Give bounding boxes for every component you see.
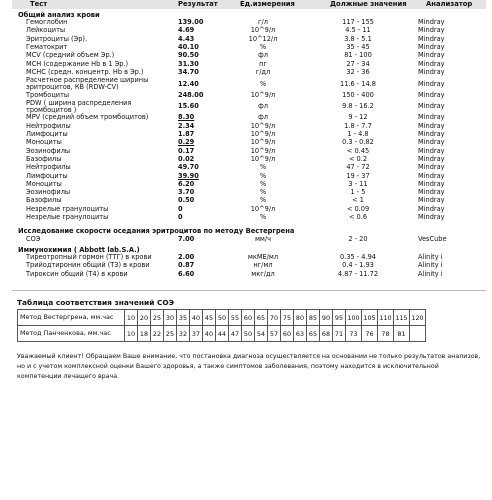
westergren-cell: 115 (394, 310, 410, 326)
unit: 10^9/л (250, 138, 276, 147)
test-name: MCH (содержание Hb в 1 Эр.) (26, 59, 129, 68)
result-value: 1.87 (178, 130, 195, 138)
unit: % (259, 79, 267, 88)
reference-range: 1.8 - 7.7 (344, 121, 372, 130)
analyzer: Mindray (418, 26, 445, 35)
westergren-cell: 100 (346, 310, 362, 326)
header-ref: Должные значения (330, 0, 407, 8)
panchenkov-cell: 18 (138, 326, 151, 342)
reference-range: 117 - 155 (342, 18, 374, 26)
panchenkov-cell: 76 (362, 326, 378, 342)
section-cbc: Общий анализ крови (18, 11, 100, 19)
westergren-cell: 55 (229, 310, 242, 326)
westergren-cell: 45 (203, 310, 216, 326)
panchenkov-cell: 22 (151, 326, 164, 342)
test-name: Гемоглобин (26, 18, 68, 26)
disclaimer-note: Уважаемый клиент! Обращаем Ваше внимание, что постановка диагноза осуществляется на основании не только результатов анализов, но и с учетом комплексной оценки Вашего здоровья, а также симптомов заболевания, поэтому находится в исключительной компетенции лечащего врача. (17, 353, 481, 380)
analyzer: Mindray (418, 179, 445, 188)
panchenkov-cell: 32 (177, 326, 190, 342)
panchenkov-cell: 71 (333, 326, 346, 342)
reference-range: 81 - 100 (344, 51, 372, 60)
analyzer: Mindray (418, 51, 445, 60)
unit: % (259, 196, 267, 205)
panchenkov-row (18, 326, 426, 342)
unit: фл (258, 102, 268, 111)
analyzer: Mindray (418, 121, 445, 130)
result-value: 39.90 (178, 171, 199, 180)
test-name: Базофилы (26, 154, 62, 163)
test-name: Базофилы (26, 196, 62, 205)
reference-range: 0.35 - 4.94 (340, 253, 376, 261)
reference-range: 47 - 72 (346, 163, 370, 172)
test-name: Лимфоциты (26, 171, 68, 180)
header-result: Результат (178, 0, 218, 8)
result-value: 49.70 (178, 163, 199, 172)
panchenkov-cell: 81 (394, 326, 410, 342)
unit: % (259, 179, 267, 188)
divider (12, 290, 486, 291)
panchenkov-cell: 54 (255, 326, 268, 342)
reference-range: 11.6 - 14.8 (340, 79, 376, 88)
unit: % (259, 188, 267, 197)
reference-range: 4.5 - 11 (345, 26, 371, 35)
test-name: Нейтрофилы (26, 121, 71, 130)
westergren-cell: 110 (378, 310, 394, 326)
test-name: Моноциты (26, 138, 62, 147)
reference-range: 1 - 5 (350, 188, 366, 197)
analyzer: Mindray (418, 188, 445, 197)
unit: нг/мл (253, 261, 273, 270)
result-value: 4.69 (178, 26, 195, 35)
test-name: MCV (средний объем Эр.) (26, 51, 115, 60)
panchenkov-cell: 78 (378, 326, 394, 342)
result-value: 34.70 (178, 67, 199, 76)
reference-range: 35 - 45 (346, 42, 370, 51)
westergren-cell: 10 (125, 310, 138, 326)
panchenkov-cell: 73 (346, 326, 362, 342)
reference-range: 19 - 37 (346, 171, 370, 180)
result-value: 2.00 (178, 253, 195, 261)
westergren-cell: 30 (164, 310, 177, 326)
result-value: 40.10 (178, 42, 199, 51)
reference-range: < 0.6 (348, 213, 368, 221)
analyzer: Mindray (418, 59, 445, 68)
reference-range: 3.8 - 5.1 (344, 34, 372, 43)
test-name: Гематокрит (26, 42, 68, 51)
result-value: 90.50 (178, 51, 199, 60)
result-value: 248.00 (178, 90, 204, 99)
westergren-cell: 20 (138, 310, 151, 326)
analyzer: Mindray (418, 34, 445, 43)
unit: мкг/дл (251, 269, 275, 278)
reference-range: 4.87 - 11.72 (337, 269, 379, 278)
panchenkov-cell: 44 (216, 326, 229, 342)
unit: пг (259, 59, 267, 68)
westergren-cell: 65 (255, 310, 268, 326)
test-name: Трийодтиронин общий (Т3) в крови (26, 261, 150, 270)
westergren-cell: 75 (281, 310, 294, 326)
unit: % (259, 163, 267, 172)
test-name-cont: эритроцитов, КВ (RDW-CV) (26, 83, 119, 92)
test-name: PDW ( ширина распределения (26, 98, 132, 107)
test-name: Нейтрофилы (26, 163, 71, 172)
reference-range: 0.4 - 1.93 (342, 261, 374, 270)
reference-range: < 1 (352, 196, 364, 205)
test-name: MCHC (средн. концентр. Hb в Эр.) (26, 67, 144, 76)
analyzer: Alinity i (418, 269, 443, 278)
unit: 10^9/л (250, 130, 276, 138)
reference-range: < 0.45 (346, 146, 370, 155)
westergren-cell: 90 (320, 310, 333, 326)
test-name: Тромбоциты (26, 90, 70, 99)
unit: фл (258, 51, 268, 60)
result-value: 0 (178, 204, 183, 213)
westergren-cell: 40 (190, 310, 203, 326)
unit: % (259, 213, 267, 221)
westergren-cell: 85 (307, 310, 320, 326)
result-value: 0 (178, 213, 183, 221)
unit: мкМЕ/мл (247, 253, 279, 261)
header-analyzer: Анализатор (426, 0, 473, 8)
result-value: 8.30 (178, 113, 195, 122)
panchenkov-cell: 10 (125, 326, 138, 342)
reference-range: 9 - 12 (348, 113, 368, 122)
result-value: 0.17 (178, 146, 195, 155)
panchenkov-cell: 50 (242, 326, 255, 342)
unit: 10^9/л (250, 121, 276, 130)
unit: % (259, 42, 267, 51)
analyzer: Mindray (418, 102, 445, 111)
result-value: 139.00 (178, 18, 204, 26)
panchenkov-label: Метод Панченкова, мм.час (18, 326, 125, 342)
analyzer: Mindray (418, 67, 445, 76)
test-name: Эритроциты (Эр). (26, 34, 88, 43)
westergren-label: Метод Вестергрена, мм.час (18, 310, 125, 326)
panchenkov-cell: 57 (268, 326, 281, 342)
table-header (12, 0, 486, 9)
reference-range: 27 - 34 (346, 59, 370, 68)
result-value: 0.87 (178, 261, 195, 270)
analyzer: Mindray (418, 213, 445, 221)
header-test: Тест (30, 0, 48, 8)
reference-range: 3 - 11 (348, 179, 368, 188)
unit: 10^9/л (250, 204, 276, 213)
westergren-cell: 25 (151, 310, 164, 326)
panchenkov-cell: 60 (281, 326, 294, 342)
test-name: Тиреотропный гормон (ТТГ) в крови (26, 253, 152, 261)
unit: фл (258, 113, 268, 122)
westergren-cell: 80 (294, 310, 307, 326)
analyzer: Mindray (418, 163, 445, 172)
esr-ref: 2 - 20 (348, 235, 368, 243)
reference-range: 1 - 4.8 (347, 130, 369, 138)
unit: 10^9/л (250, 154, 276, 163)
reference-range: 32 - 36 (346, 67, 370, 76)
unit: 10^9/л (250, 146, 276, 155)
panchenkov-cell: 47 (229, 326, 242, 342)
result-value: 15.60 (178, 102, 199, 111)
unit: % (259, 171, 267, 180)
reference-range: 0.3 - 0.82 (342, 138, 374, 147)
unit: 10^9/л (250, 26, 276, 35)
analyzer: Alinity i (418, 261, 443, 270)
unit: г/дл (255, 67, 271, 76)
test-name: Эозинофилы (26, 146, 71, 155)
analyzer: Mindray (418, 42, 445, 51)
unit: 10^12/л (248, 34, 278, 43)
test-name: Тироксин общий (Т4) в крови (26, 269, 128, 278)
analyzer: Mindray (418, 130, 445, 138)
test-name: Незрелые гранулоциты (26, 213, 109, 221)
analyzer: Mindray (418, 90, 445, 99)
panchenkov-cell: 65 (307, 326, 320, 342)
test-name: MPV (средний объем тромбоцитов) (26, 113, 149, 122)
section-esr: Исследование скорости оседания эритроцитов по методу Вестергрена (18, 227, 295, 235)
westergren-cell: 105 (362, 310, 378, 326)
result-value: 6.60 (178, 269, 195, 278)
esr-analyzer: VesCube (418, 235, 447, 243)
westergren-cell: 60 (242, 310, 255, 326)
reference-range: < 0.2 (348, 154, 368, 163)
panchenkov-cell: 68 (320, 326, 333, 342)
westergren-cell: 35 (177, 310, 190, 326)
westergren-cell: 50 (216, 310, 229, 326)
esr-unit: мм/ч (254, 235, 272, 243)
test-name: Незрелые гранулоциты (26, 204, 109, 213)
result-value: 0.02 (178, 154, 195, 163)
reference-range: 9.8 - 16.2 (342, 102, 374, 111)
unit: г/л (258, 18, 268, 26)
esr-name: СОЭ (26, 235, 41, 243)
result-value: 0.50 (178, 196, 195, 205)
esr-table-title: Таблица соответствия значений СОЭ (17, 298, 175, 307)
reference-range: 150 - 400 (342, 90, 374, 99)
panchenkov-cell: 37 (190, 326, 203, 342)
section-immuno: Иммунохимия ( Abbott lab.S.A.) (18, 246, 140, 254)
test-name: Эозинофилы (26, 188, 71, 197)
result-value: 2.34 (178, 121, 195, 130)
panchenkov-cell: 25 (164, 326, 177, 342)
westergren-cell: 95 (333, 310, 346, 326)
esr-conversion-table (17, 309, 426, 342)
unit: 10^9/л (250, 90, 276, 99)
esr-value: 7.00 (178, 235, 195, 243)
reference-range: < 0.09 (346, 204, 370, 213)
analyzer: Mindray (418, 154, 445, 163)
test-name: Лимфоциты (26, 130, 68, 138)
analyzer: Mindray (418, 18, 445, 26)
test-name: Расчетное распределение ширины (26, 76, 149, 85)
header-unit: Ед.измерения (240, 0, 295, 8)
analyzer: Mindray (418, 196, 445, 205)
analyzer: Mindray (418, 204, 445, 213)
analyzer: Alinity i (418, 253, 443, 261)
result-value: 4.43 (178, 34, 195, 43)
westergren-cell: 120 (410, 310, 426, 326)
analyzer: Mindray (418, 79, 445, 88)
analyzer: Mindray (418, 146, 445, 155)
result-value: 3.70 (178, 188, 195, 197)
westergren-cell: 70 (268, 310, 281, 326)
analyzer: Mindray (418, 113, 445, 122)
westergren-row (18, 310, 426, 326)
result-value: 6.20 (178, 179, 195, 188)
analyzer: Mindray (418, 171, 445, 180)
test-name: Моноциты (26, 179, 62, 188)
result-value: 12.40 (178, 79, 199, 88)
result-value: 31.30 (178, 59, 199, 68)
test-name: Лейкоциты (26, 26, 66, 35)
panchenkov-empty-cell (410, 326, 426, 342)
result-value: 0.29 (178, 138, 195, 147)
analyzer: Mindray (418, 138, 445, 147)
panchenkov-cell: 63 (294, 326, 307, 342)
panchenkov-cell: 40 (203, 326, 216, 342)
test-name-cont: тромбоцитов ) (26, 105, 77, 114)
